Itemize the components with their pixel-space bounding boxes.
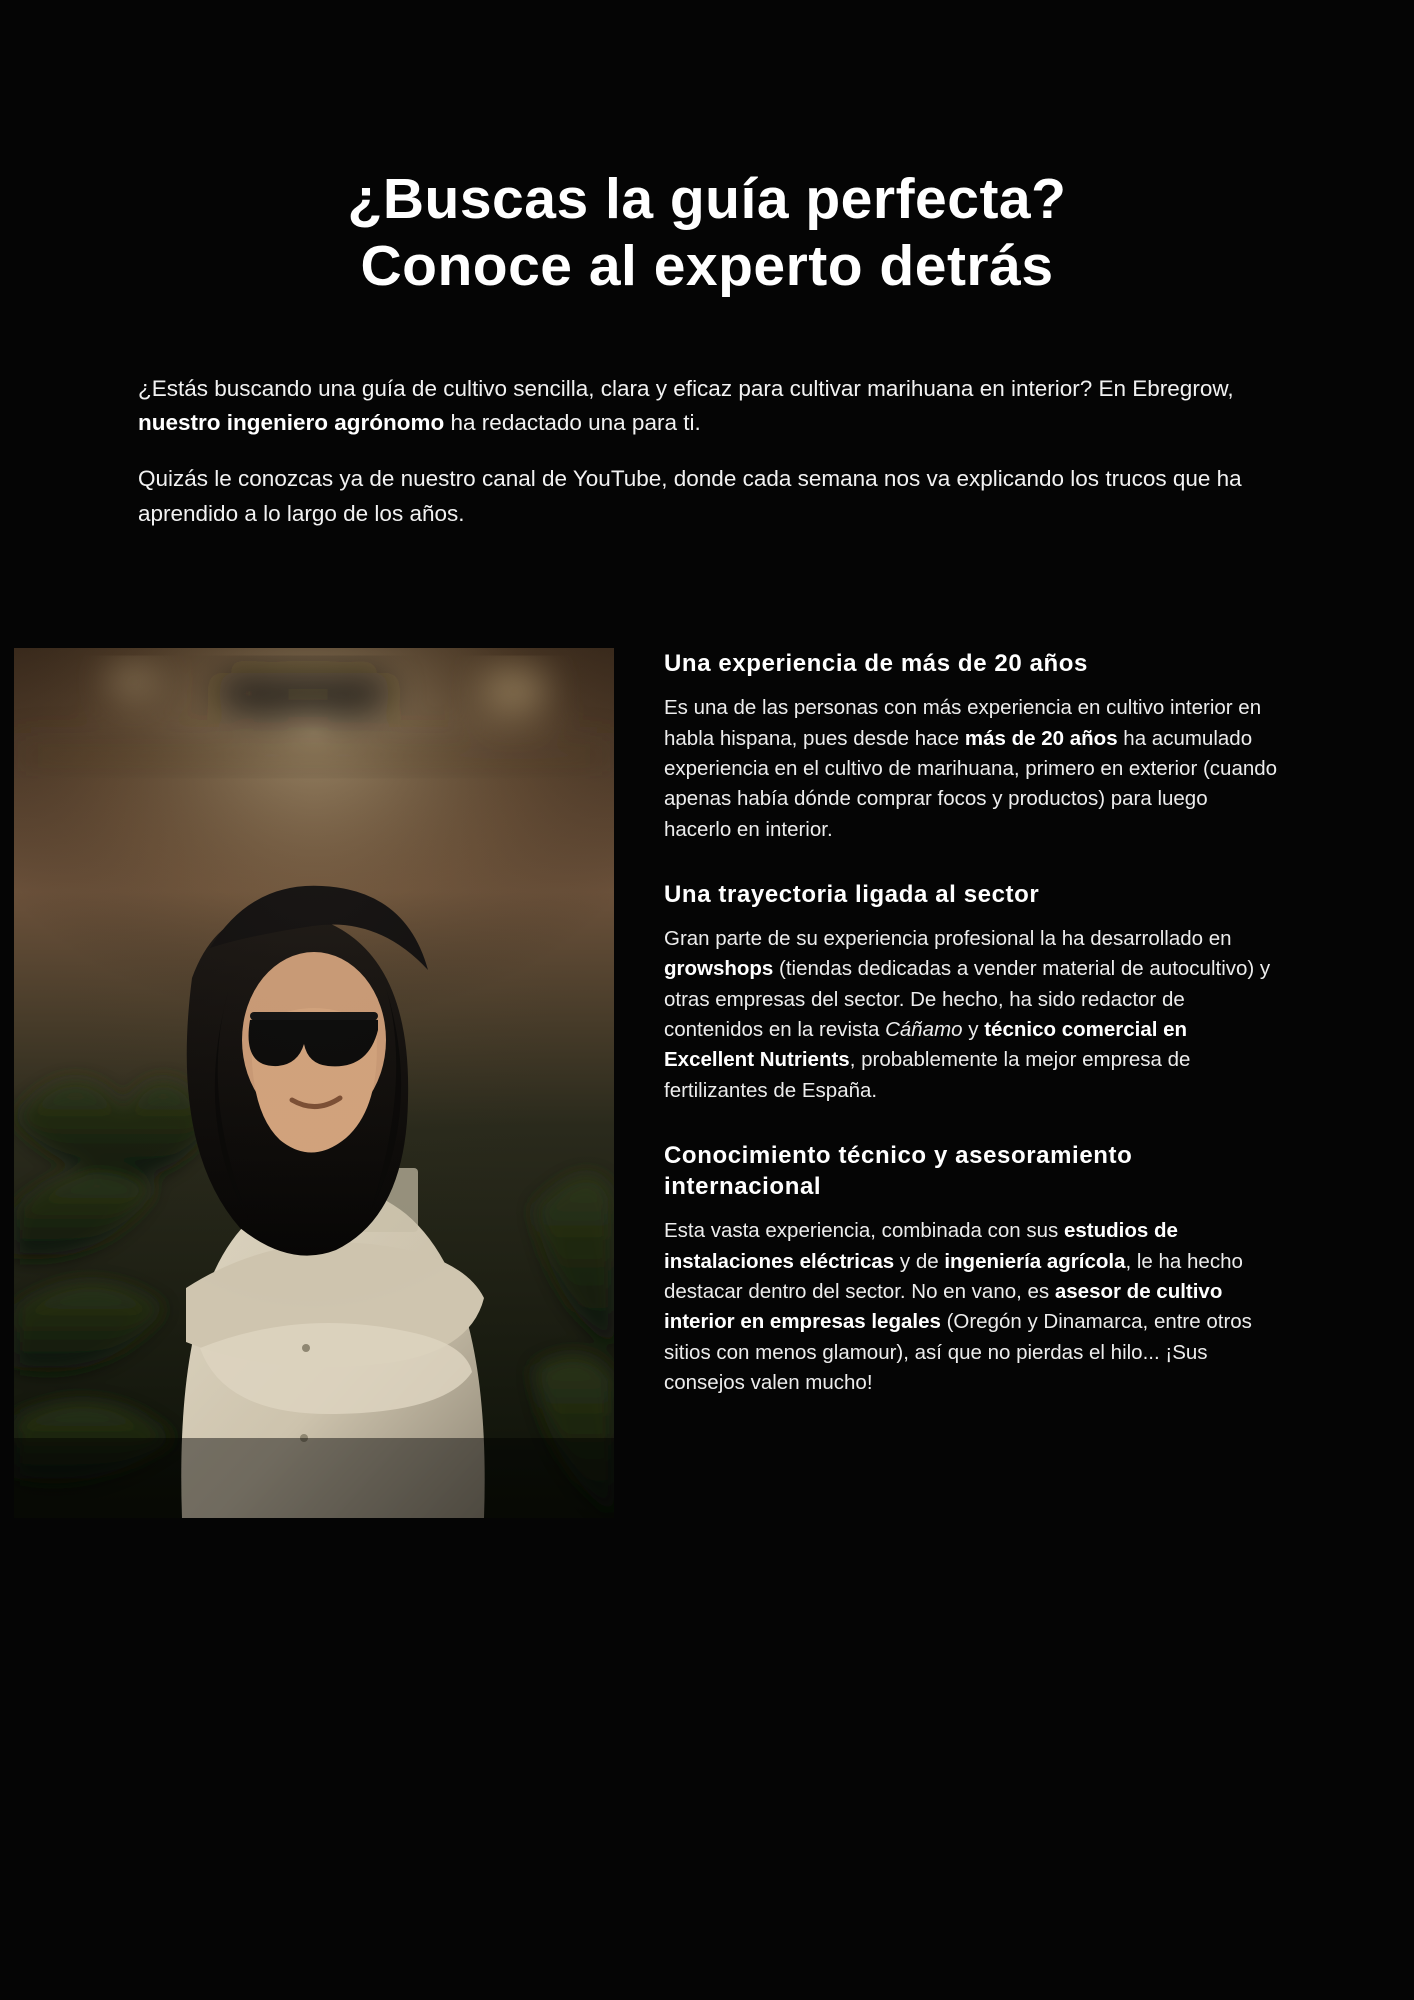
section-2-text-2: y de xyxy=(894,1249,945,1273)
section-body xyxy=(664,693,1278,845)
intro-p1-bold: nuestro ingeniero agrónomo xyxy=(138,410,445,436)
intro-p1-part1: ¿Estás buscando una guía de cultivo sencilla, clara y eficaz para cultivar marihuana en interior? En Ebregrow, xyxy=(138,376,1234,401)
section-body xyxy=(664,1216,1278,1398)
section-technical-knowledge xyxy=(664,1140,1278,1398)
content-columns xyxy=(0,648,1414,1738)
section-2-bold-2: ingeniería agrícola xyxy=(944,1249,1126,1273)
section-title: Conocimiento técnico y asesoramiento internacional xyxy=(664,1141,1133,1201)
page-title xyxy=(0,166,1414,301)
section-0-text-2: ha acumulado experiencia en el cultivo de marihuana, primero en exterior (cuando apenas había dónde comprar focos y productos) para luego hacerlo en interior. xyxy=(664,726,1278,841)
section-2-text-4: (Oregón y Dinamarca, entre otros sitios con menos glamour), así que no pierdas el hilo... ¡Sus consejos valen mucho! xyxy=(664,1310,1252,1394)
section-2-text-1: Esta vasta experiencia, combinada con sus xyxy=(664,1219,1064,1243)
expert-photo-illustration xyxy=(14,648,614,1518)
intro-paragraph-1 xyxy=(138,372,1268,440)
section-2-bold-1: estudios de instalaciones eléctricas xyxy=(664,1219,1178,1273)
section-title: Una experiencia de más de 20 años xyxy=(664,650,1088,677)
section-0-text-1: Es una de las personas con más experiencia en cultivo interior en habla hispana, pues desde hace xyxy=(664,696,1262,750)
section-0-bold-1: más de 20 años xyxy=(964,726,1118,750)
expert-photo xyxy=(14,648,614,1518)
section-2-text-3: , le ha hecho destacar dentro del sector. No en vano, es xyxy=(664,1249,1243,1304)
section-1-bold-2: técnico comercial en Excellent Nutrients xyxy=(664,1018,1188,1072)
intro-text xyxy=(138,372,1268,531)
section-2-bold-3: asesor de cultivo interior en empresas legales xyxy=(664,1280,1223,1334)
section-1-text-2: (tiendas dedicadas a vender material de autocultivo) y otras empresas del sector. De hecho, ha sido redactor de contenidos en la revista xyxy=(664,957,1271,1041)
intro-paragraph-2: Quizás le conozcas ya de nuestro canal de YouTube, donde cada semana nos va explicando los trucos que ha aprendido a lo largo de los años. xyxy=(138,466,1242,526)
section-title: Una trayectoria ligada al sector xyxy=(664,880,1040,908)
section-1-text-4: , probablemente la mejor empresa de fertilizantes de España. xyxy=(664,1048,1191,1102)
page-title-line-2: Conoce al experto detrás xyxy=(360,234,1054,299)
section-1-bold-1: growshops xyxy=(664,957,774,981)
section-body xyxy=(664,924,1278,1106)
section-experience xyxy=(664,648,1278,845)
expert-details xyxy=(664,648,1278,1398)
section-career xyxy=(664,879,1278,1106)
section-1-text-1: Gran parte de su experiencia profesional la ha desarrollado en xyxy=(664,927,1232,951)
page-title-line-1: ¿Buscas la guía perfecta? xyxy=(347,167,1067,232)
section-1-italic-1: Cáñamo xyxy=(885,1018,963,1041)
section-1-text-3: y xyxy=(962,1018,985,1041)
intro-p1-part2: ha redactado una para ti. xyxy=(444,410,701,436)
